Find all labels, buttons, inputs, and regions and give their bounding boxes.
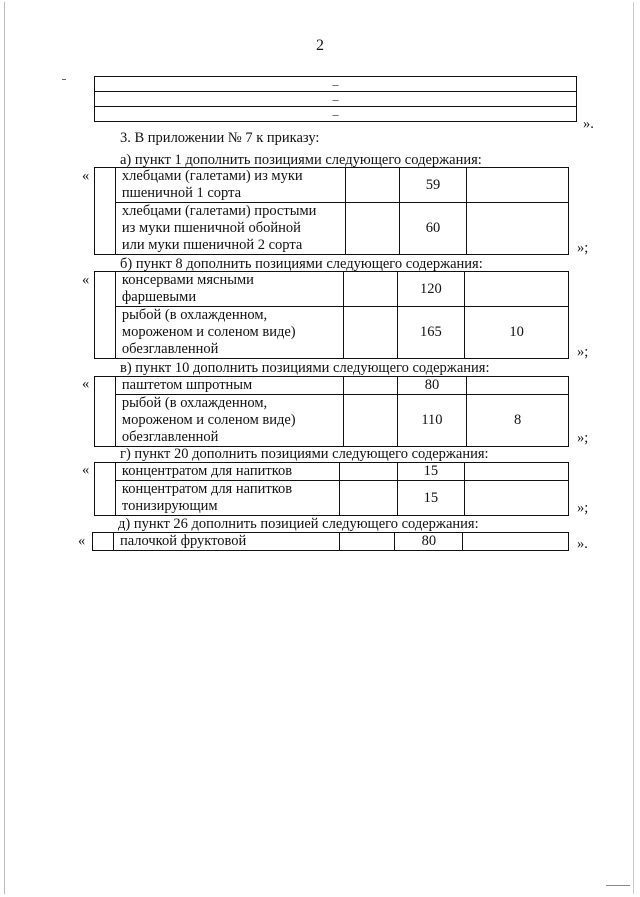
opening-quote: « bbox=[82, 168, 90, 184]
table-cell bbox=[465, 481, 569, 516]
table-cell: – bbox=[95, 92, 577, 107]
item-name: концентратом для напитков bbox=[115, 463, 339, 481]
opening-quote: « bbox=[82, 376, 90, 392]
closing-quote: »; bbox=[577, 430, 589, 446]
table-cell bbox=[93, 533, 114, 551]
table-row bbox=[95, 395, 569, 447]
table-row bbox=[95, 463, 569, 481]
page-number: 2 bbox=[316, 37, 324, 54]
scan-mark bbox=[606, 885, 630, 886]
table-row bbox=[95, 272, 569, 307]
block-heading: г) пункт 20 дополнить позициями следующего содержания: bbox=[120, 446, 489, 462]
table-cell bbox=[467, 203, 569, 255]
table-row bbox=[95, 203, 569, 255]
items-table bbox=[94, 167, 569, 255]
norm-value: 60 bbox=[399, 203, 467, 255]
top-table bbox=[94, 76, 577, 122]
opening-quote: « bbox=[82, 462, 90, 478]
table-cell bbox=[467, 168, 569, 203]
item-name: хлебцами (галетами) из муки пшеничной 1 сорта bbox=[115, 168, 345, 203]
norm-value: 15 bbox=[397, 481, 465, 516]
opening-quote: « bbox=[82, 272, 90, 288]
table-cell bbox=[467, 377, 569, 395]
closing-quote: »; bbox=[577, 344, 589, 360]
table-cell bbox=[345, 168, 399, 203]
norm-value: 15 bbox=[397, 463, 465, 481]
table-cell bbox=[339, 463, 397, 481]
table-cell bbox=[95, 272, 116, 359]
item-name: концентратом для напитков тонизирующим bbox=[115, 481, 339, 516]
item-name: рыбой (в охлажденном, мороженом и соленом виде) обезглавленной bbox=[115, 395, 343, 447]
table-row bbox=[95, 307, 569, 359]
norm-value: 80 bbox=[397, 377, 467, 395]
table-row bbox=[93, 533, 569, 551]
block-heading: д) пункт 26 дополнить позицией следующего содержания: bbox=[118, 516, 479, 532]
table-cell bbox=[465, 463, 569, 481]
closing-quote: ». bbox=[577, 536, 588, 552]
items-table bbox=[94, 271, 569, 359]
table-cell bbox=[95, 377, 116, 447]
table-cell bbox=[339, 533, 395, 551]
norm-value: 59 bbox=[399, 168, 467, 203]
item-name: хлебцами (галетами) простыми из муки пшеничной обойной или муки пшеничной 2 сорта bbox=[115, 203, 345, 255]
items-table bbox=[94, 376, 569, 447]
table-row bbox=[95, 377, 569, 395]
table-cell bbox=[465, 272, 569, 307]
table-row bbox=[95, 481, 569, 516]
items-table bbox=[92, 532, 569, 551]
items-table bbox=[94, 462, 569, 516]
closing-quote: ». bbox=[583, 116, 594, 132]
opening-quote: « bbox=[78, 533, 86, 549]
table-cell: – bbox=[95, 107, 577, 122]
table-cell bbox=[343, 395, 397, 447]
table-row bbox=[95, 168, 569, 203]
norm-value: 80 bbox=[395, 533, 463, 551]
table-cell bbox=[463, 533, 569, 551]
closing-quote: »; bbox=[577, 240, 589, 256]
item-name: рыбой (в охлажденном, мороженом и соленом виде) обезглавленной bbox=[115, 307, 343, 359]
block-heading: б) пункт 8 дополнить позициями следующего содержания: bbox=[120, 256, 483, 272]
norm-value: 110 bbox=[397, 395, 467, 447]
scan-mark bbox=[62, 79, 66, 80]
section-heading: 3. В приложении № 7 к приказу: bbox=[120, 130, 320, 146]
table-cell: – bbox=[95, 77, 577, 92]
table-cell: 8 bbox=[467, 395, 569, 447]
block-heading: а) пункт 1 дополнить позициями следующего содержания: bbox=[120, 152, 482, 168]
norm-value: 165 bbox=[397, 307, 465, 359]
item-name: консервами мясными фаршевыми bbox=[115, 272, 343, 307]
norm-value: 120 bbox=[397, 272, 465, 307]
item-name: палочкой фруктовой bbox=[113, 533, 339, 551]
item-name: паштетом шпротным bbox=[115, 377, 343, 395]
table-cell bbox=[339, 481, 397, 516]
table-cell bbox=[345, 203, 399, 255]
table-cell bbox=[95, 168, 116, 255]
table-cell: 10 bbox=[465, 307, 569, 359]
table-cell bbox=[343, 377, 397, 395]
closing-quote: »; bbox=[577, 500, 589, 516]
table-cell bbox=[95, 463, 116, 516]
table-cell bbox=[343, 272, 397, 307]
table-cell bbox=[343, 307, 397, 359]
block-heading: в) пункт 10 дополнить позициями следующего содержания: bbox=[120, 360, 490, 376]
